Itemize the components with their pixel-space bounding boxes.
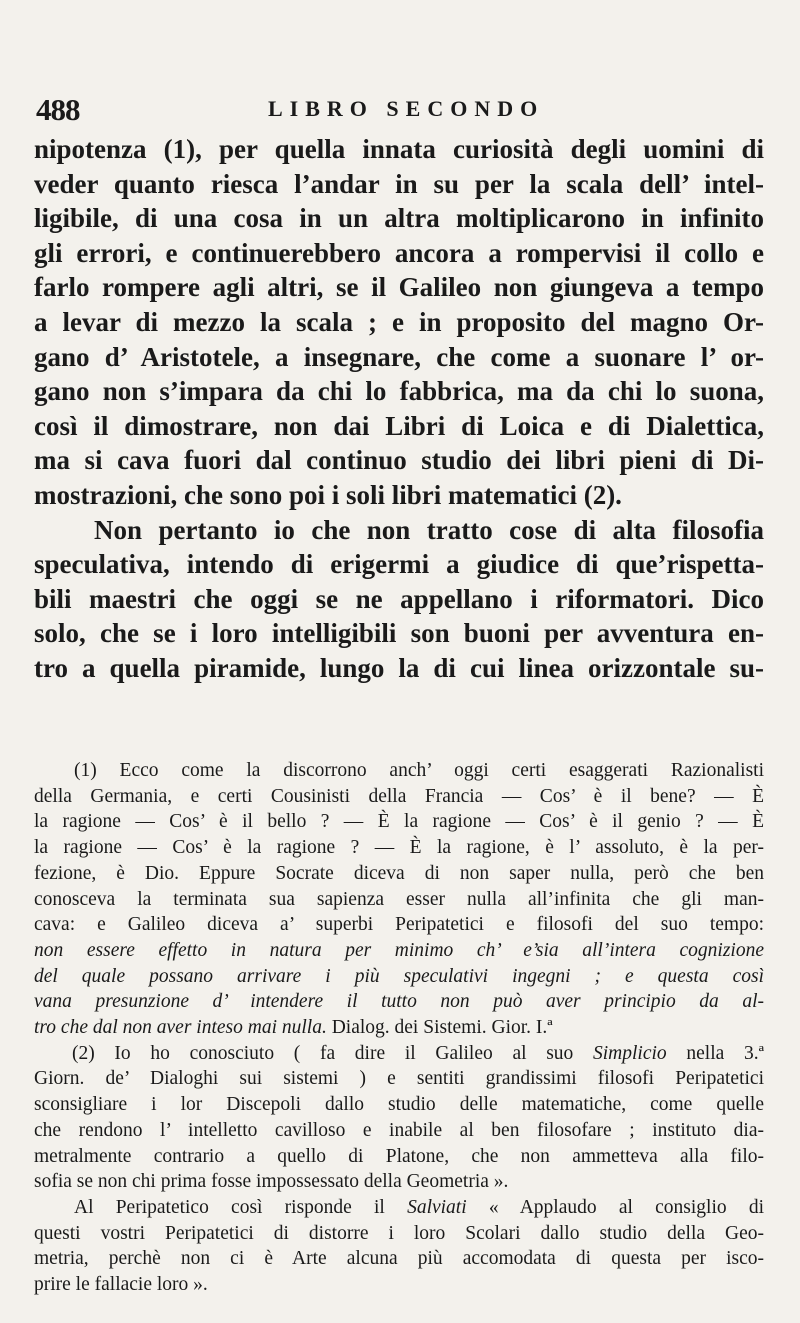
footnote-line: Giorn. de’ Dialoghi sui sistemi ) e sentiti grandissimi filosofi Peripatetici bbox=[34, 1068, 764, 1090]
footnote-text: (2) Io ho conosciuto ( fa dire il Galileo al suo bbox=[72, 1042, 594, 1064]
text-line: speculativa, intendo di erigermi a giudice di que’rispetta- bbox=[34, 549, 764, 580]
footnote-2 bbox=[34, 1041, 764, 1195]
text-line: gli errori, e continuerebbero ancora a rompervisi il collo e bbox=[34, 237, 764, 268]
footnote-line bbox=[34, 1041, 764, 1067]
text-line: veder quanto riesca l’andar in su per la scala dell’ intel- bbox=[34, 168, 764, 199]
footnotes bbox=[34, 758, 764, 1298]
text-line: mostrazioni, che sono poi i soli libri matematici (2). bbox=[34, 479, 622, 510]
footnote-citation: Dialog. dei Sistemi. Gior. I.ª bbox=[326, 1017, 553, 1039]
text-line: tro a quella piramide, lungo la di cui linea orizzontale su- bbox=[34, 652, 764, 683]
text-line: gano d’ Aristotele, a insegnare, che come a suonare l’ or- bbox=[34, 341, 764, 372]
text-line: a levar di mezzo la scala ; e in proposito del magno Or- bbox=[34, 306, 764, 337]
page-header bbox=[36, 92, 760, 132]
footnote-2-continuation bbox=[34, 1195, 764, 1298]
running-head: LIBRO SECONDO bbox=[268, 96, 545, 121]
footnote-text: nella 3.ª bbox=[666, 1042, 764, 1064]
footnote-line: fezione, è Dio. Eppure Socrate diceva di non saper nulla, però che ben bbox=[34, 862, 764, 884]
footnote-text: « Applaudo al consiglio di bbox=[466, 1196, 764, 1218]
footnote-line: prire le fallacie loro ». bbox=[34, 1274, 208, 1296]
footnote-line: metria, perchè non ci è Arte alcuna più accomodata di questa per isco- bbox=[34, 1248, 764, 1270]
footnote-line: la ragione — Cos’ è il bello ? — È la ragione — Cos’ è il genio ? — È bbox=[34, 811, 764, 833]
footnote-line: sofia se non chi prima fosse impossessato della Geometria ». bbox=[34, 1171, 509, 1193]
footnote-line: vana presunzione d’ intendere il tutto non può aver principio da al- bbox=[34, 991, 764, 1013]
footnote-line: (1) Ecco come la discorrono anch’ oggi certi esaggerati Razionalisti bbox=[74, 760, 764, 781]
text-line: gano non s’impara da chi lo fabbrica, ma da chi lo suona, bbox=[34, 376, 764, 407]
footnote-line: sconsigliare i lor Discepoli dallo studio delle matematiche, come quelle bbox=[34, 1094, 764, 1116]
footnote-line: della Germania, e certi Cousinisti della Francia — Cos’ è il bene? — È bbox=[34, 785, 764, 807]
footnote-quote: tro che dal non aver inteso mai nulla. bbox=[34, 1017, 327, 1039]
main-text bbox=[34, 132, 764, 686]
footnote-line: la ragione — Cos’ è la ragione ? — È la ragione, è l’ assoluto, è la per- bbox=[34, 837, 764, 859]
character-name: Salviati bbox=[407, 1196, 467, 1218]
footnote-line: questi vostri Peripatetici di distorre i loro Scolari dallo studio della Geo- bbox=[34, 1222, 764, 1244]
footnote-line: non essere effetto in natura per minimo ch’ e’sia all’intera cognizione bbox=[34, 939, 764, 961]
footnote-line: cava: e Galileo diceva a’ superbi Peripatetici e filosofi del suo tempo: bbox=[34, 914, 764, 936]
page-number: 488 bbox=[36, 92, 80, 127]
footnote-line: che rendono l’ intelletto cavilloso e inabile al ben filosofare ; instituto dia- bbox=[34, 1119, 764, 1141]
footnote-line: metralmente contrario a quello di Platone, che non ammetteva alla filo- bbox=[34, 1145, 764, 1167]
text-line: solo, che se i loro intelligibili son buoni per avventura en- bbox=[34, 618, 764, 649]
footnote-line: conosceva la terminata sua sapienza esser nulla all’infinita che gli man- bbox=[34, 888, 764, 910]
footnote-line: del quale possano arrivare i più speculativi ingegni ; e questa così bbox=[34, 965, 764, 987]
footnote-line bbox=[34, 1195, 764, 1221]
text-line: bili maestri che oggi se ne appellano i riformatori. Dico bbox=[34, 583, 764, 614]
footnote-line bbox=[34, 1015, 764, 1041]
character-name: Simplicio bbox=[593, 1042, 667, 1064]
text-line: così il dimostrare, non dai Libri di Loica e di Dialettica, bbox=[34, 410, 764, 441]
text-line: Non pertanto io che non tratto cose di alta filosofia bbox=[94, 514, 764, 545]
footnote-1 bbox=[34, 758, 764, 1041]
text-line: farlo rompere agli altri, se il Galileo non giungeva a tempo bbox=[34, 272, 764, 303]
text-line: nipotenza (1), per quella innata curiosità degli uomini di bbox=[34, 134, 764, 164]
text-line: ligibile, di una cosa in un altra moltiplicarono in infinito bbox=[34, 203, 764, 234]
footnote-text: Al Peripatetico così risponde il bbox=[74, 1196, 408, 1218]
text-line: ma si cava fuori dal continuo studio dei libri pieni di Di- bbox=[34, 445, 764, 476]
